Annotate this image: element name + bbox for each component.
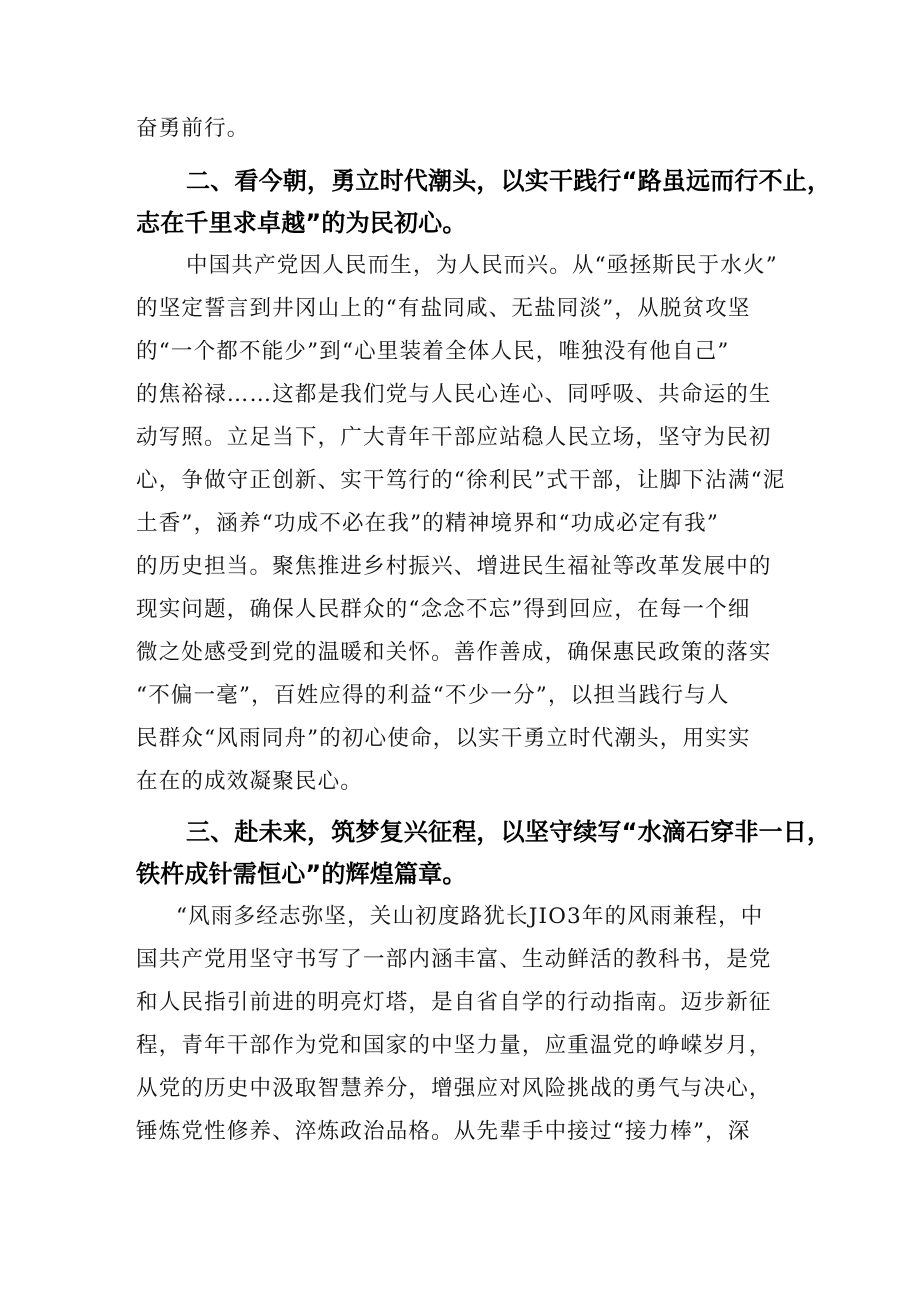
body-line: 现实问题，确保人民群众的“念念不忘”得到回应，在每一个细 <box>136 597 751 622</box>
body-line: 动写照。立足当下，广大青年干部应站稳人民立场，坚守为民初 <box>136 425 772 450</box>
section-heading: 铁杵成针需恒心”的辉煌篇章。 <box>136 860 467 888</box>
body-line: 的焦裕禄……这都是我们党与人民心连心、同呼吸、共命运的生 <box>136 382 772 407</box>
body-line: 土香”，涵养“功成不必在我”的精神境界和“功成必定有我” <box>136 511 720 536</box>
body-line: 的坚定誓言到井冈山上的“有盐同咸、无盐同淡”，从脱贫攻坚 <box>136 296 751 321</box>
section-heading: 三、赴未来，筑梦复兴征程，以坚守续写“水滴石穿非一日， <box>186 818 832 846</box>
body-line: 的历史担当。聚焦推进乡村振兴、增进民生福祉等改革发展中的 <box>136 554 772 579</box>
body-line: 心，争做守正创新、实干笃行的“徐利民”式干部，让脚下沾满“泥 <box>136 468 786 493</box>
section-heading: 志在千里求卓越”的为民初心。 <box>136 209 467 237</box>
body-line: 微之处感受到党的温暖和关怀。善作善成，确保惠民政策的落实 <box>136 640 772 665</box>
body-line: 程，青年干部作为党和国家的中坚力量，应重温党的峥嵘岁月， <box>136 1033 772 1058</box>
body-line: 在在的成效凝聚民心。 <box>136 769 364 794</box>
body-line: “不偏一毫”，百姓应得的利益“不少一分”，以担当践行与人 <box>136 683 730 708</box>
body-line: 锤炼党性修养、淬炼政治品格。从先辈手中接过“接力棒”，深 <box>136 1119 751 1144</box>
body-line: 民群众“风雨同舟”的初心使命，以实干勇立时代潮头，用实实 <box>136 726 751 751</box>
body-line: 国共产党用坚守书写了一部内涵丰富、生动鲜活的教科书，是党 <box>136 947 772 972</box>
body-line: 和人民指引前进的明亮灯塔，是自省自学的行动指南。迈步新征 <box>136 990 772 1015</box>
body-line: 从党的历史中汲取智慧养分，增强应对风险挑战的勇气与决心， <box>136 1076 772 1101</box>
body-line: “风雨多经志弥坚，关山初度路犹长JIO3年的风雨兼程，中 <box>176 904 764 929</box>
body-line: 中国共产党因人民而生，为人民而兴。从“亟拯斯民于水火” <box>186 253 778 278</box>
body-line: 奋勇前行。 <box>136 116 250 141</box>
body-line: 的“一个都不能少”到“心里装着全体人民，唯独没有他自己” <box>136 339 730 364</box>
section-heading: 二、看今朝，勇立时代潮头，以实干践行“路虽远而行不止， <box>186 167 832 195</box>
